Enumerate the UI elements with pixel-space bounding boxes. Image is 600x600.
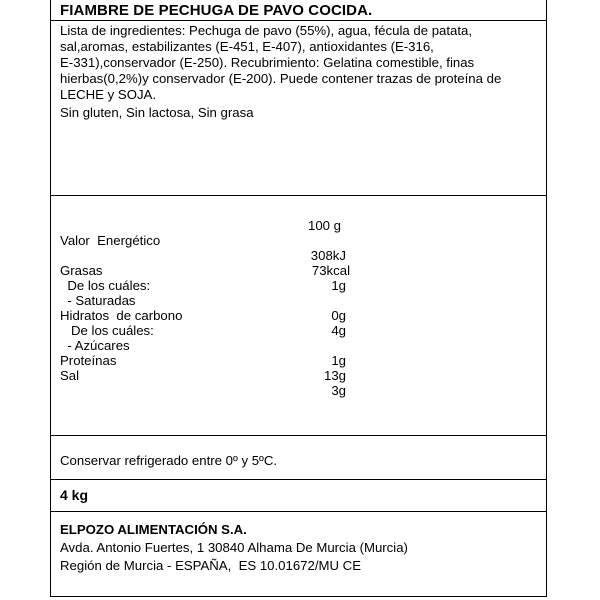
nutrition-row [60, 218, 546, 263]
storage-instructions: Conservar refrigerado entre 0º y 5ºC. [60, 453, 278, 468]
nutrient-label: - Saturadas [60, 293, 136, 308]
ingredients-line: hierbas(0,2%)y conservador (E-200). Puede contener trazas de proteína de [60, 71, 502, 86]
ingredients-line: LECHE y SOJA. [60, 87, 157, 102]
company-address: Avda. Antonio Fuertes, 1 30840 Alhama De Murcia (Murcia) [60, 540, 408, 555]
company-region: Región de Murcia - ESPAÑA, ES 10.01672/MU CE [60, 558, 362, 573]
nutrient-label: Grasas [60, 263, 103, 278]
nutrient-value: 3g [331, 383, 346, 398]
weight-section [51, 480, 546, 512]
nutrient-label: De los cuáles: [60, 323, 154, 338]
company-section [51, 512, 546, 597]
nutrient-label: Hidratos de carbono [60, 308, 183, 323]
company-name: ELPOZO ALIMENTACIÓN S.A. [60, 522, 247, 537]
allergen-free-claims: Sin gluten, Sin lactosa, Sin grasa [60, 105, 254, 120]
nutrient-value: 1g [331, 353, 346, 368]
ingredients-line: sal,aromas, estabilizantes (E-451, E-407), antioxidantes (E-316, [60, 39, 434, 54]
per-100g-label: 100 g [307, 218, 341, 233]
nutrient-label: De los cuáles: [60, 278, 151, 293]
nutrient-value: 13g [323, 368, 346, 383]
nutrient-value: 308kJ [310, 248, 346, 263]
nutrient-label: Proteínas [60, 353, 117, 368]
nutrient-value: 4g [331, 323, 346, 338]
nutrient-label: - Azúcares [60, 338, 130, 353]
nutrient-value: 1g [331, 278, 346, 293]
product-label [50, 0, 547, 597]
nutrient-value: 73kcal [311, 263, 350, 278]
nutrition-header-row [60, 203, 546, 233]
ingredients-line: E-331),conservador (E-250). Recubrimiento: Gelatina comestible, finas [60, 55, 475, 70]
ingredients-line: Lista de ingredientes: Pechuga de pavo (55%), agua, fécula de patata, [60, 23, 473, 38]
ingredients-section [51, 21, 546, 196]
storage-section [51, 436, 546, 480]
title-section [51, 0, 546, 21]
product-title: FIAMBRE DE PECHUGA DE PAVO COCIDA. [60, 2, 373, 19]
nutrient-value: 0g [331, 308, 346, 323]
nutrition-table [51, 196, 546, 436]
net-weight: 4 kg [60, 487, 89, 503]
nutrient-label: Valor Energético [60, 233, 161, 248]
nutrient-label: Sal [60, 368, 80, 383]
